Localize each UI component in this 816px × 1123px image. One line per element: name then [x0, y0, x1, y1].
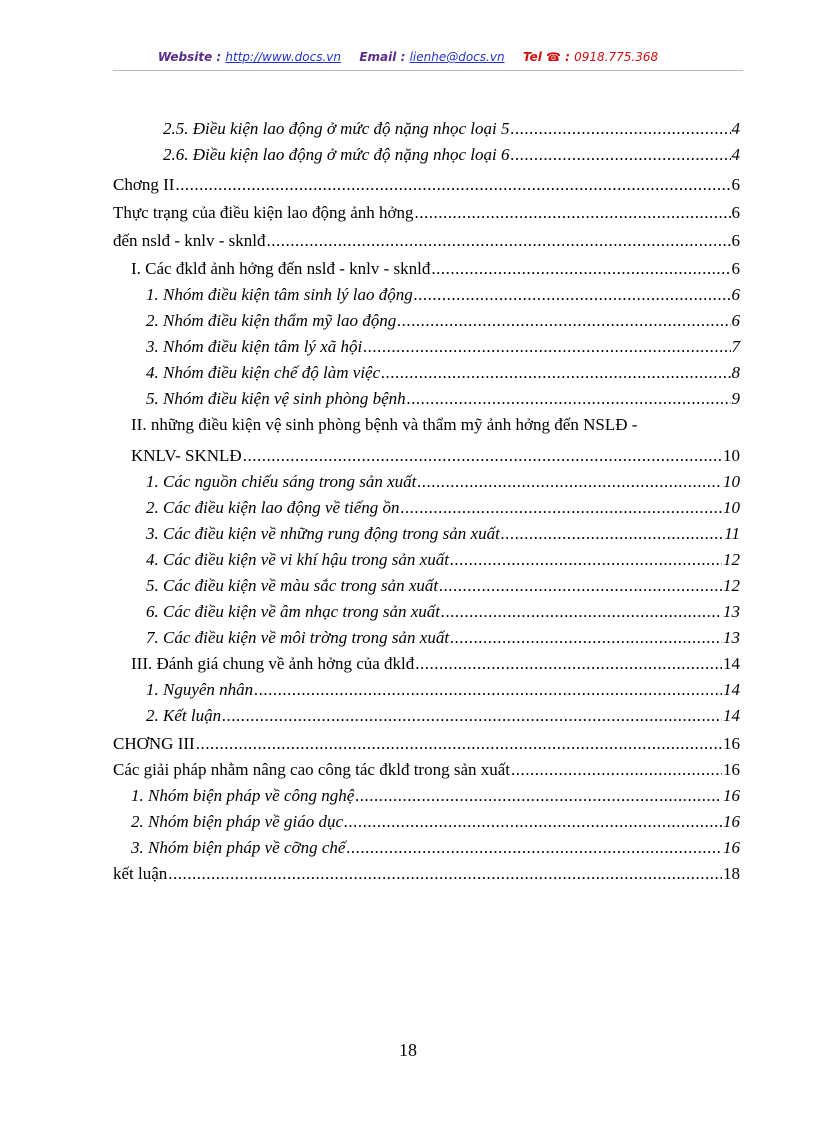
- toc-entry-page: 12: [723, 576, 740, 595]
- toc-entry-text: 3. Nhóm điều kiện tâm lý xã hội: [146, 337, 363, 356]
- toc-leader-dots: [441, 602, 722, 622]
- toc-entry-page: 6: [731, 259, 740, 278]
- toc-leader-dots: [222, 706, 722, 726]
- website-label: Website :: [157, 50, 222, 64]
- toc-entry-text: I. Các đklđ ảnh hởng đến nslđ - knlv - sknlđ: [131, 259, 431, 278]
- toc-entry-text: 2.5. Điều kiện lao động ở mức độ nặng nhọc loại 5: [163, 119, 510, 138]
- toc-entry-text: III. Đánh giá chung về ảnh hởng của đklđ: [131, 654, 415, 673]
- tel-number: 0918.775.368: [574, 50, 659, 64]
- toc-entry-text: 3. Các điều kiện về những rung động trong sản xuất: [146, 524, 500, 543]
- toc-entry-text: 1. Nguyên nhân: [146, 680, 254, 699]
- toc-leader-dots: [401, 498, 722, 518]
- toc-leader-dots: [415, 203, 731, 223]
- toc-entry-page: 9: [731, 389, 740, 408]
- toc-entry-text: Chơng II: [113, 175, 175, 194]
- toc-entry[interactable]: [113, 175, 740, 201]
- toc-entry[interactable]: [146, 550, 740, 576]
- toc-entry[interactable]: [146, 472, 740, 498]
- toc-leader-dots: [511, 760, 722, 780]
- toc-entry-text: 2. Nhóm điều kiện thẩm mỹ lao động: [146, 311, 397, 330]
- email-label: Email: [359, 50, 397, 64]
- toc-leader-dots: [397, 311, 730, 331]
- toc-leader-dots: [344, 812, 722, 832]
- toc-leader-dots: [267, 231, 731, 251]
- toc-entry-text: 2. Kết luận: [146, 706, 222, 725]
- toc-entry[interactable]: [146, 389, 740, 415]
- toc-leader-dots: [355, 786, 722, 806]
- toc-entry-text: 5. Nhóm điều kiện vệ sinh phòng bệnh: [146, 389, 406, 408]
- toc-entry[interactable]: [131, 812, 740, 838]
- toc-entry-page: 14: [723, 706, 740, 725]
- toc-entry[interactable]: [163, 119, 740, 145]
- toc-entry-page: 4: [731, 119, 740, 138]
- toc-leader-dots: [431, 259, 730, 279]
- toc-entry-page: 6: [731, 231, 740, 250]
- toc-leader-dots: [175, 175, 730, 195]
- toc-entry-page: 16: [723, 812, 740, 831]
- toc-entry-text: 6. Các điều kiện về âm nhạc trong sản xuất: [146, 602, 440, 621]
- toc-entry-text: CHƠNG III: [113, 734, 195, 753]
- toc-entry-page: 6: [731, 285, 740, 304]
- toc-entry[interactable]: [131, 786, 740, 812]
- toc-leader-dots: [450, 550, 722, 570]
- toc-leader-dots: [196, 734, 722, 754]
- toc-entry-page: 4: [731, 145, 740, 164]
- toc-entry-text: 2. Các điều kiện lao động về tiếng ồn: [146, 498, 400, 517]
- toc-leader-dots: [254, 680, 722, 700]
- toc-entry[interactable]: [146, 363, 740, 389]
- toc-entry-text: 2.6. Điều kiện lao động ở mức độ nặng nhọc loại 6: [163, 145, 510, 164]
- toc-leader-dots: [381, 363, 730, 383]
- toc-entry-text: kết luận: [113, 864, 168, 883]
- toc-leader-dots: [363, 337, 730, 357]
- toc-entry-page: 6: [731, 175, 740, 194]
- toc-entry[interactable]: [113, 864, 740, 890]
- email-link[interactable]: lienhe@docs.vn: [409, 50, 505, 64]
- toc-entry-page: 16: [723, 734, 740, 753]
- toc-entry-page: 16: [723, 786, 740, 805]
- toc-entry[interactable]: [131, 654, 740, 680]
- toc-entry-page: 18: [723, 864, 740, 883]
- toc-entry[interactable]: [113, 203, 740, 229]
- toc-leader-dots: [346, 838, 722, 858]
- page-number: 18: [399, 1040, 417, 1060]
- toc-entry[interactable]: [113, 734, 740, 760]
- toc-entry[interactable]: [146, 680, 740, 706]
- toc-entry-page: 14: [723, 680, 740, 699]
- email-separator: :: [400, 50, 406, 64]
- toc-entry[interactable]: [146, 285, 740, 311]
- toc-leader-dots: [243, 446, 722, 466]
- toc-entry[interactable]: [146, 628, 740, 654]
- toc-entry-text: 3. Nhóm biện pháp về cỡng chế: [131, 838, 346, 857]
- toc-entry-page: 10: [723, 446, 740, 465]
- toc-entry-page: 12: [723, 550, 740, 569]
- toc-entry-text: Thực trạng của điều kiện lao động ảnh hởng: [113, 203, 414, 222]
- toc-entry-text: 4. Nhóm điều kiện chế độ làm việc: [146, 363, 381, 382]
- toc-entry[interactable]: [131, 259, 740, 285]
- toc-entry[interactable]: [146, 602, 740, 628]
- header-divider: [113, 70, 743, 71]
- site-header: [0, 50, 816, 64]
- toc-entry-text: 7. Các điều kiện về môi trờng trong sản xuất: [146, 628, 450, 647]
- toc-entry-text: 1. Nhóm biện pháp về công nghệ: [131, 786, 355, 805]
- toc-leader-dots: [511, 119, 731, 139]
- toc-entry-text: 2. Nhóm biện pháp về giáo dục: [131, 812, 343, 831]
- toc-entry[interactable]: [146, 337, 740, 363]
- toc-entry-page: 13: [723, 602, 740, 621]
- toc-entry-page: 14: [723, 654, 740, 673]
- toc-entry-page: 10: [723, 472, 740, 491]
- toc-entry[interactable]: [131, 446, 740, 472]
- toc-leader-dots: [450, 628, 722, 648]
- toc-entry-text: 4. Các điều kiện về vi khí hậu trong sản xuất: [146, 550, 449, 569]
- toc-leader-dots: [417, 472, 722, 492]
- toc-entry-text: đến nslđ - knlv - sknlđ: [113, 231, 266, 250]
- toc-entry[interactable]: [146, 706, 740, 732]
- toc-leader-dots: [511, 145, 731, 165]
- toc-entry-page: 11: [724, 524, 740, 543]
- toc-entry[interactable]: [131, 415, 740, 441]
- toc-leader-dots: [414, 285, 731, 305]
- toc-leader-dots: [415, 654, 722, 674]
- toc-entry-page: 6: [731, 203, 740, 222]
- tel-label: Tel ☎ :: [522, 50, 570, 64]
- toc-entry-page: 16: [723, 838, 740, 857]
- toc-entry-page: 7: [731, 337, 740, 356]
- toc-entry-text: 1. Các nguồn chiếu sáng trong sản xuất: [146, 472, 417, 491]
- toc-entry-text: Các giải pháp nhằm nâng cao công tác đklđ trong sản xuất: [113, 760, 511, 779]
- toc-entry-page: 16: [723, 760, 740, 779]
- toc-leader-dots: [407, 389, 731, 409]
- toc-entry-text: 5. Các điều kiện về màu sắc trong sản xuất: [146, 576, 439, 595]
- toc-entry[interactable]: [146, 311, 740, 337]
- toc-entry[interactable]: [146, 498, 740, 524]
- toc-entry[interactable]: [163, 145, 740, 171]
- toc-entry[interactable]: [131, 838, 740, 864]
- toc-leader-dots: [501, 524, 723, 544]
- toc-leader-dots: [439, 576, 722, 596]
- toc-entry[interactable]: [113, 231, 740, 257]
- toc-entry[interactable]: [113, 760, 740, 786]
- toc-entry-page: 13: [723, 628, 740, 647]
- toc-entry-page: 8: [731, 363, 740, 382]
- toc-entry-text: 1. Nhóm điều kiện tâm sinh lý lao động: [146, 285, 413, 304]
- toc-entry[interactable]: [146, 576, 740, 602]
- toc-entry[interactable]: [146, 524, 740, 550]
- toc-entry-page: 6: [731, 311, 740, 330]
- website-link[interactable]: http://www.docs.vn: [225, 50, 341, 64]
- toc-entry-text: KNLV- SKNLĐ: [131, 446, 242, 465]
- toc-leader-dots: [168, 864, 722, 884]
- toc-entry-text: II. những điều kiện vệ sinh phòng bệnh và thẩm mỹ ảnh hởng đến NSLĐ -: [131, 415, 638, 434]
- toc-entry-page: 10: [723, 498, 740, 517]
